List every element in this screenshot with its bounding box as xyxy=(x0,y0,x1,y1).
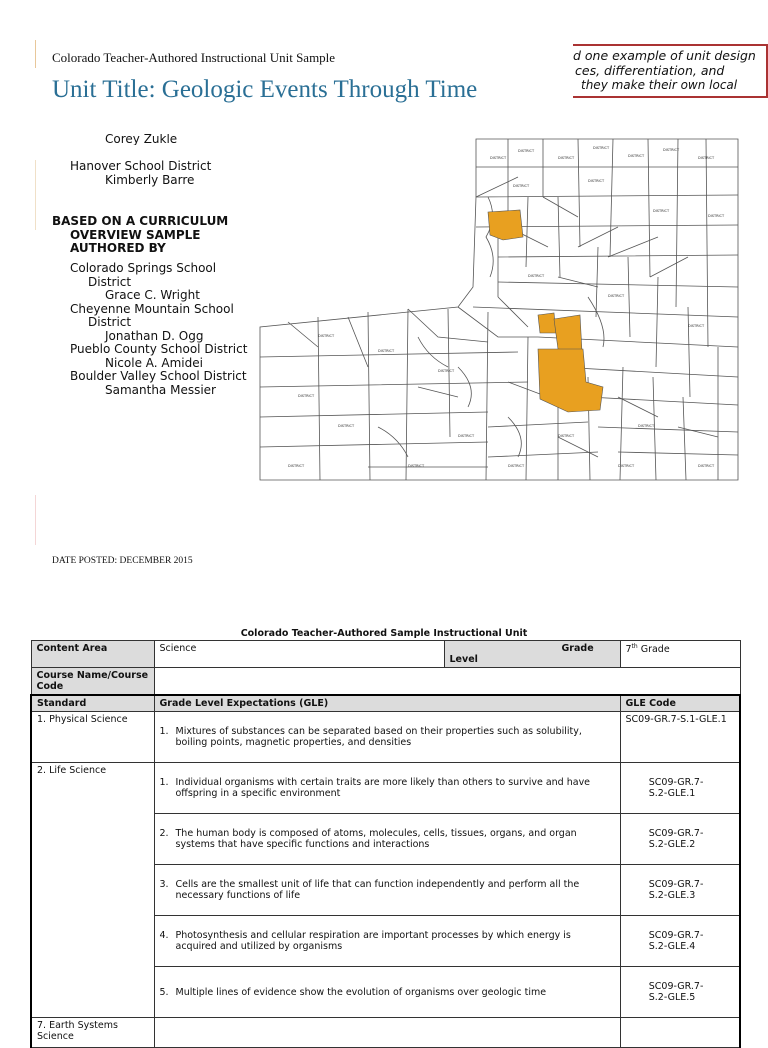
table-row xyxy=(31,1018,740,1048)
gle-number: 3. xyxy=(159,879,169,890)
svg-text:DISTRICT: DISTRICT xyxy=(708,214,725,218)
svg-text:DISTRICT: DISTRICT xyxy=(663,148,680,152)
gle-code-cell xyxy=(620,763,740,814)
author-name: Corey Zukle xyxy=(105,134,178,145)
gle-code: SC09-GR.7-S.2-GLE.5 xyxy=(648,981,704,1003)
svg-text:DISTRICT: DISTRICT xyxy=(588,179,605,183)
svg-text:DISTRICT: DISTRICT xyxy=(638,424,655,428)
gle-text: The human body is composed of atoms, molecules, cells, tissues, organs, and organ systems that have specific functions and interactions xyxy=(175,828,577,850)
author-district: District xyxy=(88,315,132,329)
svg-text:DISTRICT: DISTRICT xyxy=(608,294,625,298)
svg-text:DISTRICT: DISTRICT xyxy=(378,349,395,353)
authors-block xyxy=(70,134,211,187)
svg-text:DISTRICT: DISTRICT xyxy=(558,434,575,438)
gle-code: SC09-GR.7-S.2-GLE.3 xyxy=(648,879,704,901)
svg-text:DISTRICT: DISTRICT xyxy=(490,156,507,160)
gle-text: Individual organisms with certain traits are more likely than others to survive and have offspring in a specific environment xyxy=(175,777,591,799)
content-area-label: Content Area xyxy=(31,641,154,668)
curriculum-authors xyxy=(70,262,247,397)
svg-text:DISTRICT: DISTRICT xyxy=(458,434,475,438)
standard-label: 7. Earth Systems Science xyxy=(37,1020,118,1042)
callout-line: d one example of unit design xyxy=(573,48,756,63)
gle-code-cell xyxy=(620,967,740,1018)
content-area-value: Science xyxy=(154,641,444,668)
author-district: District xyxy=(88,274,132,289)
gle-text: Mixtures of substances can be separated based on their properties such as solubility, boiling points, magnetic properties, and densities xyxy=(175,726,582,748)
grade-suffix: th xyxy=(631,643,638,650)
gle-cell xyxy=(154,1018,620,1048)
author-name: Grace C. Wright xyxy=(105,288,200,302)
gle-number: 2. xyxy=(159,828,169,839)
table-row xyxy=(31,668,740,696)
gle-item xyxy=(160,930,615,952)
gle-number: 4. xyxy=(159,930,169,941)
table-row xyxy=(31,641,740,668)
date-posted: DATE POSTED: DECEMBER 2015 xyxy=(52,556,193,566)
svg-text:DISTRICT: DISTRICT xyxy=(513,184,530,188)
gle-code: SC09-GR.7-S.2-GLE.4 xyxy=(648,930,704,952)
gle-code-cell: SC09-GR.7-S.1-GLE.1 xyxy=(620,712,740,763)
callout-line: ces, differentiation, and xyxy=(575,63,725,78)
svg-text:DISTRICT: DISTRICT xyxy=(698,156,715,160)
author-name: Jonathan D. Ogg xyxy=(105,328,204,343)
gle-cell xyxy=(154,916,620,967)
col-gle-code: GLE Code xyxy=(620,695,740,712)
gle-cell xyxy=(154,712,620,763)
gle-code: SC09-GR.7-S.2-GLE.1 xyxy=(648,777,704,799)
unit-title: Unit Title: Geologic Events Through Time xyxy=(52,76,478,103)
author-district: Pueblo County School District xyxy=(70,342,248,356)
course-label: Course Name/Course Code xyxy=(31,668,154,696)
svg-text:DISTRICT: DISTRICT xyxy=(318,334,335,338)
author-district: Hanover School District xyxy=(70,159,212,173)
unit-overview-table xyxy=(30,640,741,1048)
margin-rule xyxy=(35,495,36,545)
svg-text:DISTRICT: DISTRICT xyxy=(688,324,705,328)
gle-cell xyxy=(154,967,620,1018)
grade-level-text: Grade Level xyxy=(449,643,594,665)
author-name: Samantha Messier xyxy=(105,382,216,397)
svg-text:DISTRICT: DISTRICT xyxy=(438,369,455,373)
svg-text:DISTRICT: DISTRICT xyxy=(518,149,535,153)
callout-line: they make their own local xyxy=(581,78,738,92)
col-gle: Grade Level Expectations (GLE) xyxy=(154,695,620,712)
margin-rule xyxy=(35,160,36,230)
svg-text:DISTRICT: DISTRICT xyxy=(298,394,315,398)
grade-number: 7 xyxy=(625,644,632,656)
heading-line: OVERVIEW SAMPLE xyxy=(70,227,201,242)
gle-code: SC09-GR.7-S.2-GLE.2 xyxy=(648,828,704,850)
svg-text:DISTRICT: DISTRICT xyxy=(528,274,545,278)
gle-item xyxy=(160,987,615,998)
gle-cell xyxy=(154,865,620,916)
gle-number: 5. xyxy=(159,986,169,998)
gle-text: Photosynthesis and cellular respiration are important processes by which energy is acquired and utilized by organisms xyxy=(175,930,571,952)
author-name: Nicole A. Amidei xyxy=(105,355,203,370)
based-on-heading xyxy=(52,215,228,256)
standard-cell xyxy=(31,1018,154,1048)
gle-item xyxy=(160,726,615,748)
gle-code-cell xyxy=(620,1018,740,1048)
gle-code-cell xyxy=(620,916,740,967)
gle-text: Cells are the smallest unit of life that can function independently and perform all the necessary functions of life xyxy=(175,879,580,901)
gle-number: 1. xyxy=(159,777,169,788)
document-header: Colorado Teacher-Authored Instructional Unit Sample xyxy=(52,50,336,65)
svg-text:DISTRICT: DISTRICT xyxy=(338,424,355,428)
table-row xyxy=(31,763,740,814)
gle-item xyxy=(160,777,615,799)
svg-text:DISTRICT: DISTRICT xyxy=(408,464,425,468)
gle-code-cell xyxy=(620,814,740,865)
heading-line: AUTHORED BY xyxy=(70,241,166,255)
author-district: Cheyenne Mountain School xyxy=(70,301,234,316)
grade-word: Grade xyxy=(637,644,670,656)
gle-code-cell xyxy=(620,865,740,916)
grade-level-value xyxy=(620,641,740,668)
table-header-row xyxy=(31,695,740,712)
svg-text:DISTRICT: DISTRICT xyxy=(288,464,305,468)
svg-text:DISTRICT: DISTRICT xyxy=(698,464,715,468)
standard-cell: 2. Life Science xyxy=(31,763,154,1018)
gle-cell xyxy=(154,814,620,865)
col-standard: Standard xyxy=(31,695,154,712)
svg-text:DISTRICT: DISTRICT xyxy=(508,464,525,468)
heading-line: BASED ON A CURRICULUM xyxy=(52,214,229,228)
svg-text:DISTRICT: DISTRICT xyxy=(618,464,635,468)
margin-rule xyxy=(35,40,36,68)
table-caption: Colorado Teacher-Authored Sample Instructional Unit xyxy=(240,628,528,639)
gle-number: 1. xyxy=(159,726,169,737)
svg-text:DISTRICT: DISTRICT xyxy=(593,146,610,150)
author-name: Kimberly Barre xyxy=(105,172,195,187)
gle-text: Multiple lines of evidence show the evolution of organisms over geologic time xyxy=(175,986,547,998)
standard-cell: 1. Physical Science xyxy=(31,712,154,763)
gle-cell xyxy=(154,763,620,814)
gle-item xyxy=(160,828,615,850)
svg-text:DISTRICT: DISTRICT xyxy=(653,209,670,213)
course-value xyxy=(154,668,740,696)
grade-level-label xyxy=(444,641,620,668)
svg-text:DISTRICT: DISTRICT xyxy=(628,154,645,158)
gle-item xyxy=(160,879,615,901)
callout-box xyxy=(573,44,768,98)
author-district: Boulder Valley School District xyxy=(70,369,247,383)
table-row xyxy=(31,712,740,763)
svg-text:DISTRICT: DISTRICT xyxy=(558,156,575,160)
author-district: Colorado Springs School xyxy=(70,261,217,275)
colorado-district-map xyxy=(258,137,740,482)
